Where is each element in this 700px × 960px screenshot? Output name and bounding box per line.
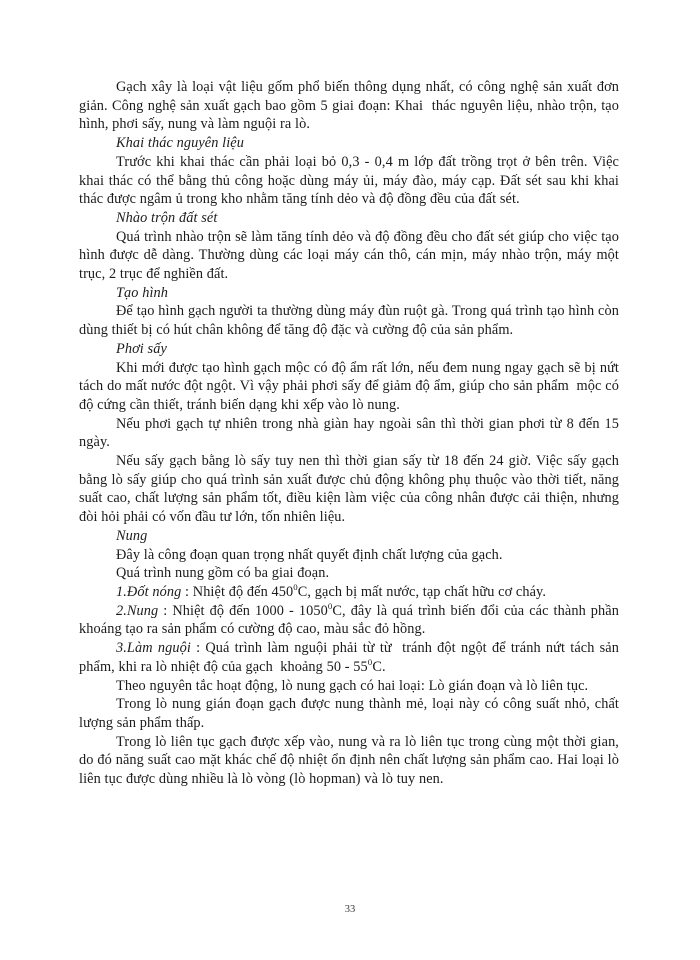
- text-segment: C, đây là quá trình biến đổi của các thành phần khoáng tạo ra sản phẩm có cường độ cao, màu sắc đỏ hồng.: [79, 602, 619, 638]
- text-segment: C, gạch bị mất nước, tạp chất hữu cơ cháy.: [297, 583, 547, 600]
- text-segment: Phơi sấy: [116, 340, 167, 357]
- text-segment: C.: [372, 658, 386, 675]
- text-segment: : Nhiệt độ đến 1000 - 1050: [158, 602, 328, 619]
- text-segment: Để tạo hình gạch người ta thường dùng máy đùn ruột gà. Trong quá trình tạo hình còn dùng thiết bị có hút chân không để tăng độ đặc và cường độ của sản phẩm.: [79, 303, 619, 339]
- text-segment: : Nhiệt độ đến 450: [181, 583, 294, 600]
- paragraph: [79, 639, 619, 676]
- text-segment: Khi mới được tạo hình gạch mộc có độ ẩm rất lớn, nếu đem nung ngay gạch sẽ bị nứt tách do mất nước đột ngột. Vì vậy phải phơi sấy để giảm độ ẩm, giúp cho sản phẩm mộc có độ cứng cần thiết, tránh biến dạng khi xếp vào lò nung.: [79, 359, 619, 413]
- text-segment: Theo nguyên tắc hoạt động, lò nung gạch có hai loại: Lò gián đoạn và lò liên tục.: [116, 677, 589, 694]
- superscript-degree: 0: [327, 600, 333, 611]
- text-segment: 3.Làm nguội: [116, 640, 191, 657]
- paragraph: [79, 677, 619, 696]
- superscript-degree: 0: [293, 582, 298, 593]
- text-segment: Nếu phơi gạch tự nhiên trong nhà giàn hay ngoài sân thì thời gian phơi từ 8 đến 15 ngày.: [79, 415, 619, 451]
- text-segment: Nếu sấy gạch bằng lò sấy tuy nen thì thời gian sấy từ 18 đến 24 giờ. Việc sấy gạch bằng lò sấy giúp cho quá trình sản xuất được chủ động không phụ thuộc vào thời tiết, năng suất cao, chất lượng sản phẩm tốt, điều kiện làm việc của công nhân được cải thiện, nhưng đòi hỏi phải có vốn đầu tư lớn, tốn nhiên liệu.: [79, 453, 619, 526]
- text-segment: Khai thác nguyên liệu: [116, 135, 244, 152]
- paragraph: [79, 695, 619, 732]
- text-segment: Đây là công đoạn quan trọng nhất quyết định chất lượng của gạch.: [116, 546, 503, 563]
- paragraph: [79, 546, 619, 565]
- section-heading: [79, 209, 619, 228]
- text-segment: 1.Đốt nóng: [116, 583, 182, 600]
- text-segment: Quá trình nhào trộn sẽ làm tăng tính dẻo và độ đồng đều cho đất sét giúp cho việc tạo hình được dễ dàng. Thường dùng các loại máy cán thô, cán mịn, máy nhào trộn, máy một trục, 2 trục để nghiền đất.: [79, 228, 619, 283]
- text-segment: Gạch xây là loại vật liệu gốm phổ biến thông dụng nhất, có công nghệ sản xuất đơn giản. Công nghệ sản xuất gạch bao gồm 5 giai đoạn: Khai thác nguyên liệu, nhào trộn, tạo hình, phơi sấy, nung và làm nguội ra lò.: [79, 79, 619, 133]
- paragraph: [79, 78, 619, 134]
- text-segment: Tạo hình: [116, 284, 169, 301]
- paragraph: [79, 153, 619, 209]
- section-heading: [79, 340, 619, 359]
- text-segment: Trong lò nung gián đoạn gạch được nung thành mẻ, loại này có công suất nhỏ, chất lượng sản phẩm thấp.: [79, 696, 619, 731]
- paragraph: [79, 583, 619, 602]
- document-body: [79, 78, 619, 789]
- text-segment: 2.Nung: [116, 602, 159, 619]
- superscript-degree: 0: [367, 657, 373, 668]
- text-segment: Trước khi khai thác cần phải loại bỏ 0,3 - 0,4 m lớp đất trồng trọt ở bên trên. Việc khai thác có thể bằng thủ công hoặc dùng máy ủi, máy đào, máy cạp. Đất sét sau khi khai thác được ngâm ủ trong kho nhằm tăng tính dẻo và độ đồng đều của đất sét.: [79, 153, 619, 208]
- section-heading: [79, 527, 619, 546]
- paragraph: [79, 564, 619, 583]
- text-segment: Nung: [116, 527, 148, 544]
- text-segment: Nhào trộn đất sét: [116, 209, 218, 226]
- text-segment: Quá trình nung gồm có ba giai đoạn.: [116, 565, 330, 582]
- paragraph: [79, 302, 619, 339]
- text-segment: : Quá trình làm nguội phải từ từ tránh đột ngột để tránh nứt tách sản phẩm, khi ra lò nhiệt độ của gạch khoảng 50 - 55: [79, 640, 619, 675]
- page-number: 33: [344, 904, 356, 915]
- paragraph: [79, 452, 619, 527]
- paragraph: [79, 602, 619, 639]
- paragraph: [79, 228, 619, 284]
- section-heading: [79, 134, 619, 153]
- text-segment: Trong lò liên tục gạch được xếp vào, nung và ra lò liên tục trong cùng một thời gian, do đó năng suất cao mặt khác chế độ nhiệt ổn định nên chất lượng sản phẩm cao. Hai loại lò liên tục được dùng nhiều là lò vòng (lò hopman) và lò tuy nen.: [79, 733, 619, 788]
- paragraph: [79, 733, 619, 789]
- paragraph: [79, 359, 619, 415]
- paragraph: [79, 415, 619, 452]
- section-heading: [79, 284, 619, 303]
